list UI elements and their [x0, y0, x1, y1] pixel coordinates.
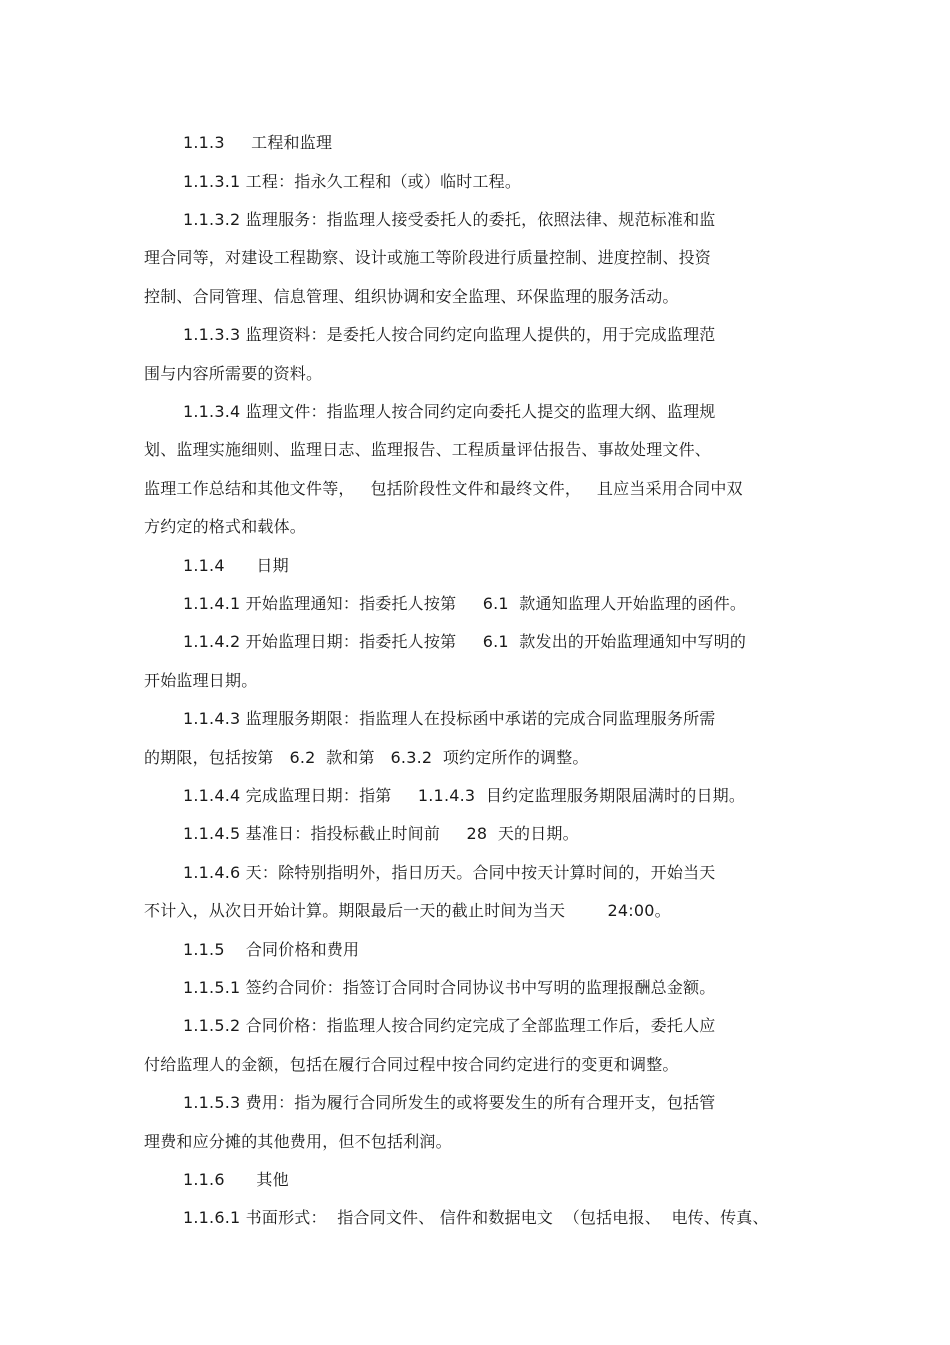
- paragraph-line: 的期限，包括按第 6.2 款和第 6.3.2 项约定所作的调整。: [144, 748, 589, 767]
- paragraph-line: 控制、合同管理、信息管理、组织协调和安全监理、环保监理的服务活动。: [144, 287, 679, 306]
- paragraph-line: 1.1.4.1 开始监理通知：指委托人按第 6.1 款通知监理人开始监理的函件。: [183, 594, 747, 613]
- paragraph-line: 1.1.4.3 监理服务期限：指监理人在投标函中承诺的完成合同监理服务所需: [183, 709, 716, 728]
- paragraph-line: 开始监理日期。: [144, 671, 258, 690]
- paragraph-line: 1.1.3.3 监理资料：是委托人按合同约定向监理人提供的，用于完成监理范: [183, 325, 716, 344]
- paragraph-line: 围与内容所需要的资料。: [144, 364, 323, 383]
- paragraph-line: 划、监理实施细则、监理日志、监理报告、工程质量评估报告、事故处理文件、: [144, 440, 712, 459]
- paragraph-line: 1.1.3.1 工程：指永久工程和（或）临时工程。: [183, 172, 522, 191]
- section-heading-1-1-5: 1.1.5 合同价格和费用: [183, 940, 360, 959]
- paragraph-line: 付给监理人的金额，包括在履行合同过程中按合同约定进行的变更和调整。: [144, 1055, 679, 1074]
- paragraph-line: 监理工作总结和其他文件等， 包括阶段性文件和最终文件， 且应当采用合同中双: [144, 479, 743, 498]
- paragraph-line: 1.1.3.4 监理文件：指监理人按合同约定向委托人提交的监理大纲、监理规: [183, 402, 716, 421]
- paragraph-line: 1.1.4.2 开始监理日期：指委托人按第 6.1 款发出的开始监理通知中写明的: [183, 632, 747, 651]
- section-heading-1-1-6: 1.1.6 其他: [183, 1170, 289, 1189]
- paragraph-line: 不计入，从次日开始计算。期限最后一天的截止时间为当天 24:00。: [144, 901, 671, 920]
- paragraph-line: 1.1.4.6 天：除特别指明外，指日历天。合同中按天计算时间的，开始当天: [183, 863, 716, 882]
- section-heading-1-1-4: 1.1.4 日期: [183, 556, 289, 575]
- paragraph-line: 方约定的格式和载体。: [144, 517, 307, 536]
- paragraph-line: 1.1.5.2 合同价格：指监理人按合同约定完成了全部监理工作后，委托人应: [183, 1016, 716, 1035]
- paragraph-line: 1.1.3.2 监理服务：指监理人接受委托人的委托，依照法律、规范标准和监: [183, 210, 716, 229]
- paragraph-line: 1.1.5.1 签约合同价：指签订合同时合同协议书中写明的监理报酬总金额。: [183, 978, 716, 997]
- paragraph-line: 1.1.4.5 基准日：指投标截止时间前 28 天的日期。: [183, 824, 579, 843]
- paragraph-line: 1.1.5.3 费用：指为履行合同所发生的或将要发生的所有合理开支，包括管: [183, 1093, 716, 1112]
- paragraph-line: 理合同等，对建设工程勘察、设计或施工等阶段进行质量控制、进度控制、投资: [144, 248, 712, 267]
- paragraph-line: 1.1.4.4 完成监理日期：指第 1.1.4.3 目约定监理服务期限届满时的日期。: [183, 786, 746, 805]
- paragraph-line: 1.1.6.1 书面形式： 指合同文件、 信件和数据电文 （包括电报、 电传、传真、: [183, 1208, 769, 1227]
- paragraph-line: 理费和应分摊的其他费用，但不包括利润。: [144, 1132, 452, 1151]
- section-heading-1-1-3: 1.1.3 工程和监理: [183, 133, 333, 152]
